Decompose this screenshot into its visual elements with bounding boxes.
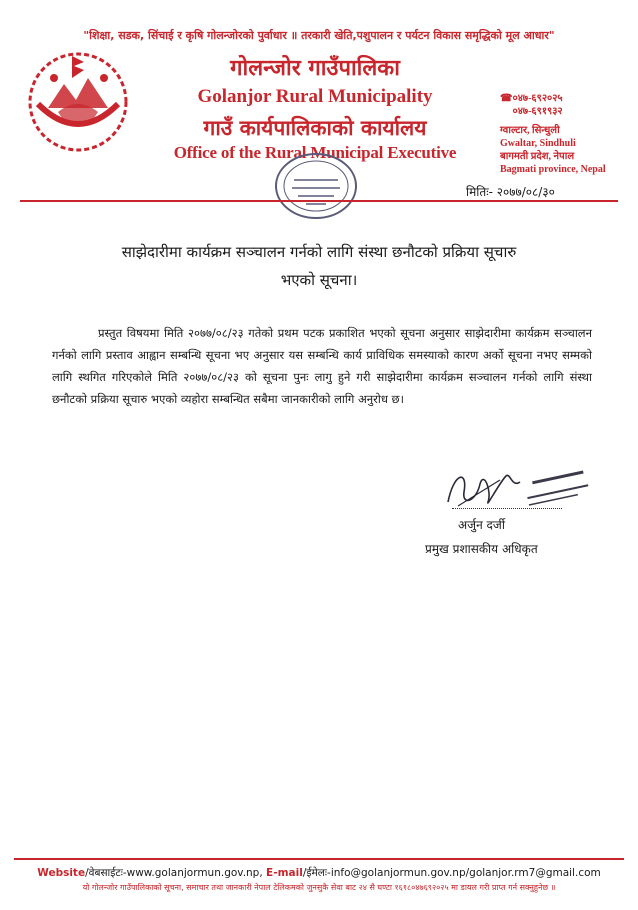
subject-line-2: भएको सूचना। [280,271,358,289]
website-label-np: /वेबसाईटः- [85,867,127,879]
address-en: Gwaltar, Sindhuli [500,138,576,149]
email-label-np: /ईमेलः- [302,867,331,879]
office-stamp-icon [272,150,360,222]
contact-block [500,92,628,176]
notice-subject [40,238,598,294]
footer-divider [14,858,624,860]
signatory-title: प्रमुख प्रशासकीय अधिकृत [425,542,538,556]
municipality-name-en: Golanjor Rural Municipality [197,86,433,107]
signatory-name: अर्जुन दर्जी [458,518,505,532]
province-en: Bagmati province, Nepal [500,164,606,175]
footer-contact [0,866,638,880]
phone-icon: ☎ [500,93,513,104]
municipality-name-np: गोलन्जोर गाउँपालिका [230,56,400,81]
email-link[interactable]: info@golanjormun.gov.np/golanjor.rm7@gmail.com [330,867,601,879]
header-divider [20,200,618,202]
footer-note: यो गोलन्जोर गाउँपालिकाको सूचना, समाचार तथा जानकारी नेपाल टेलिकमको जुनसुकै सेवा बाट २४ सै घण्टा १६१८०४७६९२०२५ मा डायल गरी प्राप्त गर्न सक्नुहुनेछ ॥ [82,883,556,892]
notice-body: प्रस्तुत विषयमा मिति २०७७/०८/२३ गतेको प्रथम पटक प्रकाशित भएको सूचना अनुसार साझेदारीमा कार्यक्रम सञ्चालन गर्नको लागि प्रस्ताव आह्वान सम्बन्धि सूचना भए अनुसार यस सम्बन्धि कार्य प्राविधिक समस्याको कारण अर्को सूचना नभए सम्मको लागि स्थगित गरिएकोले मिति २०७७/०८/२३ को सूचना पुनः लागु हुने गरी साझेदारीमा कार्यक्रम सञ्चालन गर्नको लागि संस्था छनौटको प्रक्रिया सूचारु भएको व्यहोरा सम्बन्धित सबैमा जानकारीको लागि अनुरोध छ। [52,326,592,406]
subject-line-1: साझेदारीमा कार्यक्रम सञ्चालन गर्नको लागि संस्था छनौटको प्रक्रिया सूचारु [121,243,517,261]
issue-date: मितिः- २०७७/०८/३० [466,185,555,199]
name-seal-icon [516,468,596,508]
motto: "शिक्षा, सडक, सिंचाई र कृषि गोलन्जोरको पुर्वाधार ॥ तरकारी खेति,पशुपालन र पर्यटन विकास समृद्धिको मूल आधार" [83,29,555,42]
signature-line [452,508,562,509]
phone-number-2: ०४७-६९१९३२ [512,106,563,117]
email-label: E-mail [266,867,303,879]
nepal-emblem-icon [24,48,132,154]
province-np: बागमती प्रदेश, नेपाल [500,151,575,162]
notice-body-container [52,322,592,410]
website-label: Website [37,867,86,879]
office-name-np: गाउँ कार्यपालिकाको कार्यालय [203,116,427,140]
phone-row [500,92,628,118]
office-name-en: Office of the Rural Municipal Executive [173,143,457,162]
address-np: ग्वाल्टार, सिन्धुली [500,125,560,136]
phone-number-1: ०४७-६९२०२५ [512,93,563,104]
website-link[interactable]: www.golanjormun.gov.np, [126,867,263,879]
